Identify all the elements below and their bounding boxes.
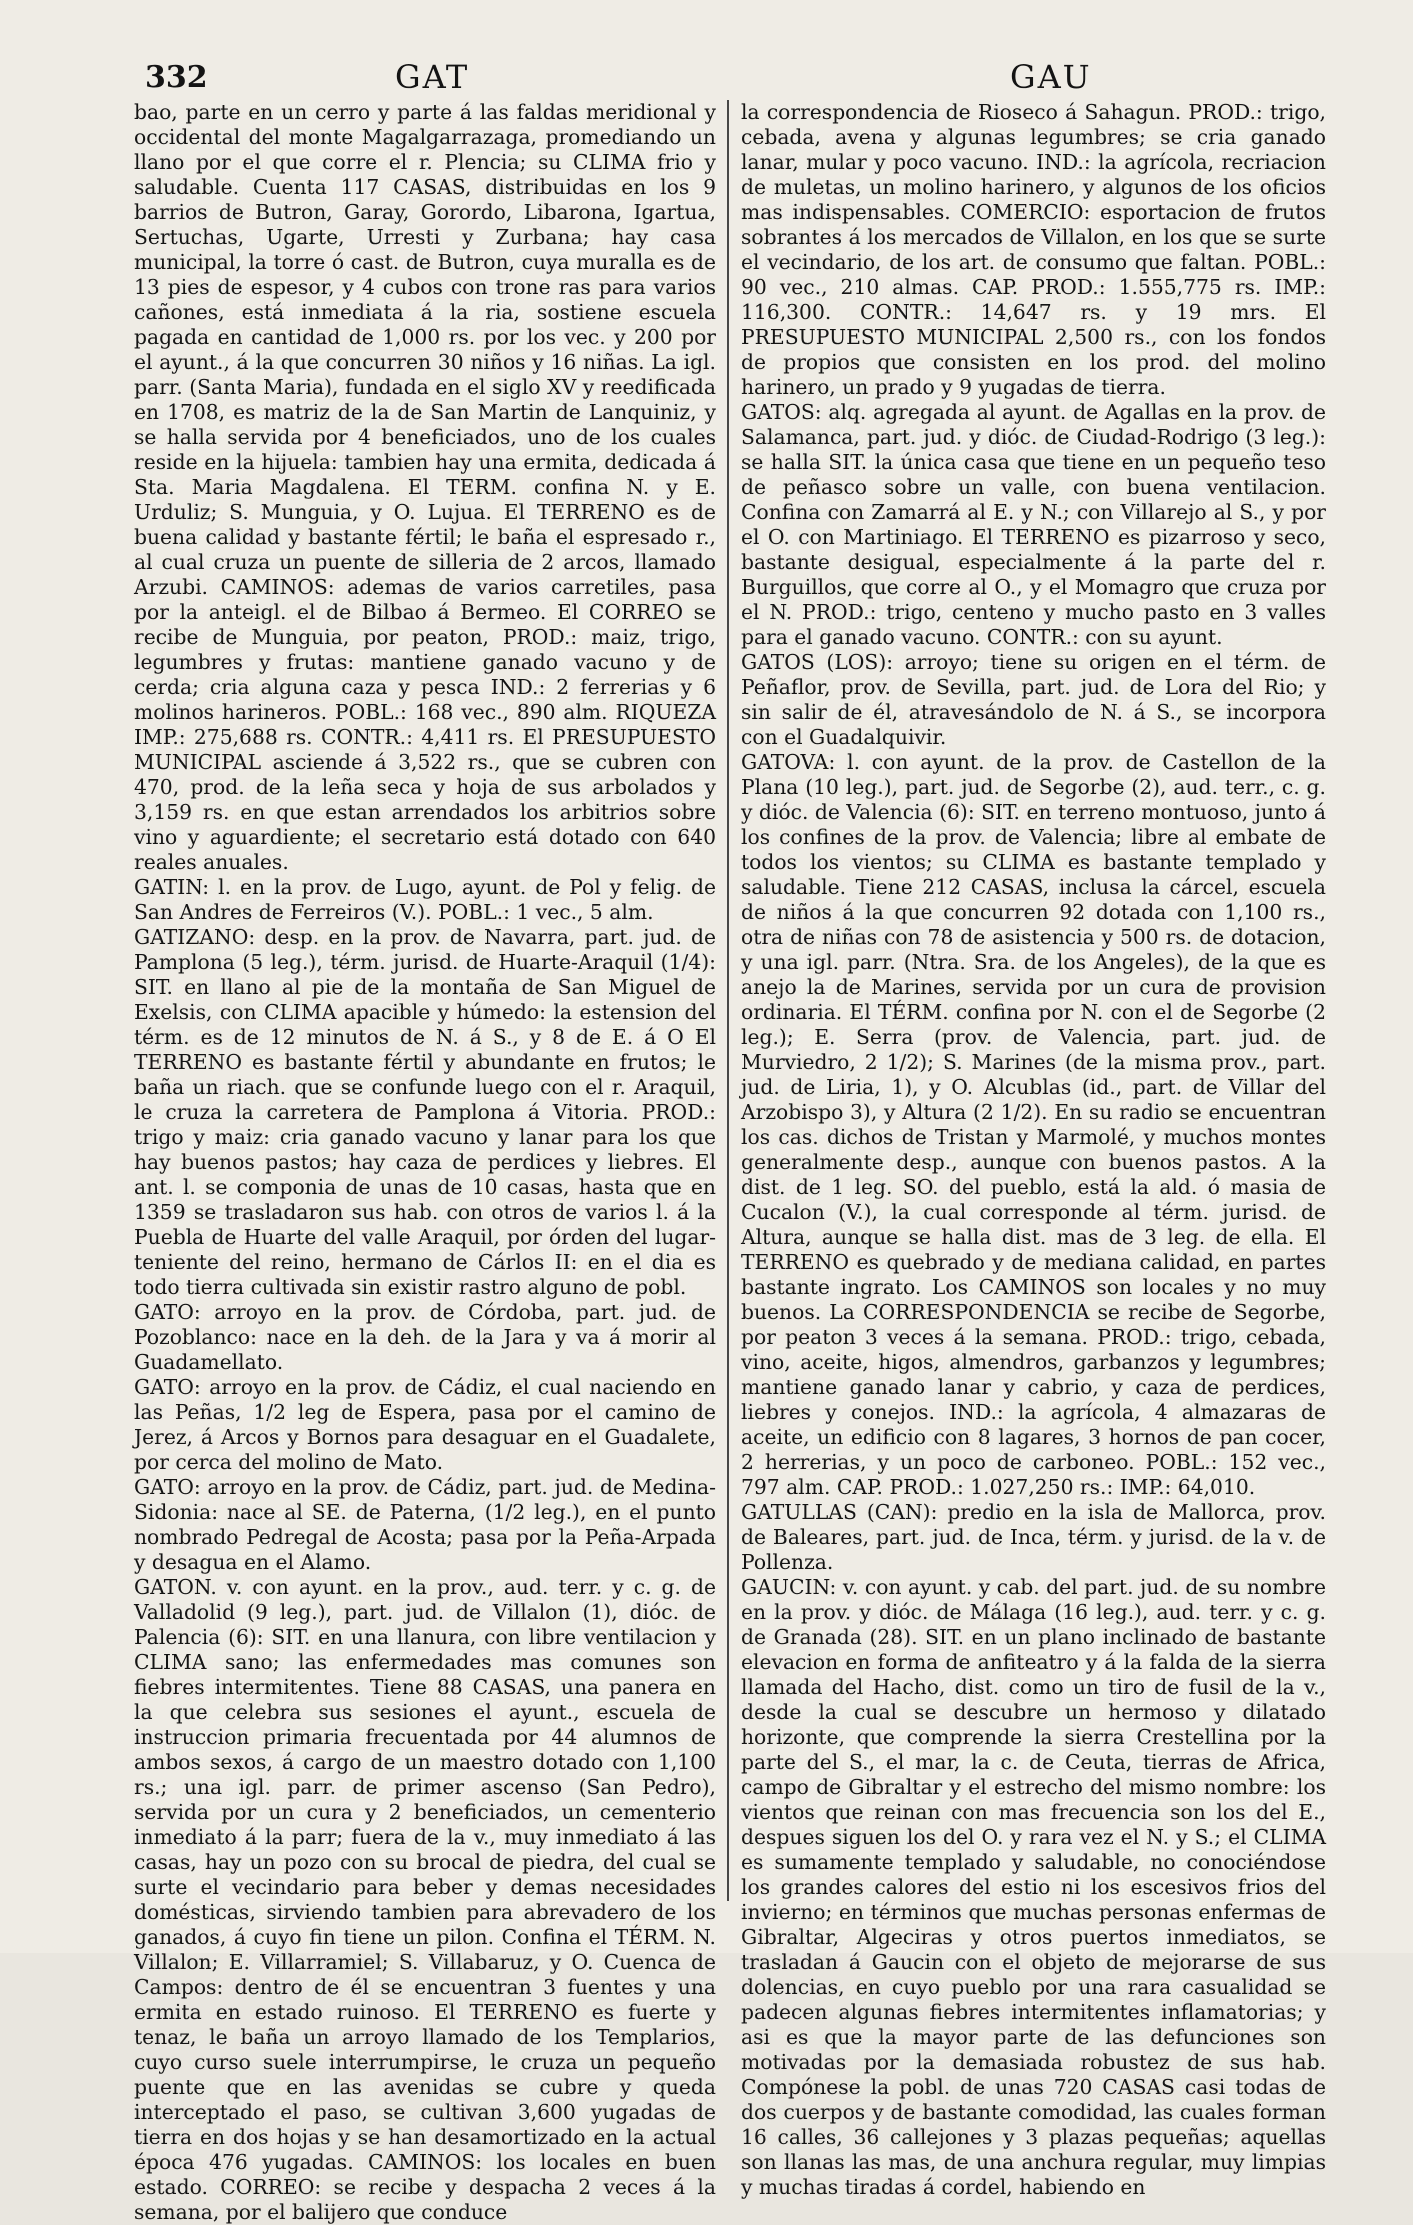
right-column	[741, 100, 1326, 2199]
entry-gato-cadiz-1: GATO: arroyo en la prov. de Cádiz, el cual naciendo en las Peñas, 1/2 leg de Espera, pasa por el camino de Jerez, á Arcos y Bornos para desaguar en el Guadalete, por cerca del molino de Mato.	[134, 1375, 716, 1474]
entry-gato-cordoba: GATO: arroyo en la prov. de Córdoba, part. jud. de Pozoblanco: nace en la deh. de la Jara y va á morir al Guadamellato.	[134, 1300, 716, 1374]
column-divider	[727, 100, 729, 1901]
entry-gaton-continuation: la correspondencia de Rioseco á Sahagun. PROD.: trigo, cebada, avena y algunas legumbres; se cria ganado lanar, mular y poco vacuno. IND.: la agrícola, recriacion de muletas, un molino harinero, y algunos de los oficios mas indispensables. COMERCIO: esportacion de frutos sobrantes á los mercados de Villalon, en los que se surte el vecindario, de los art. de consumo que faltan. POBL.: 90 vec., 210 almas. CAP. PROD.: 1.555,775 rs. IMP.: 116,300. CONTR.: 14,647 rs. y 19 mrs. El PRESUPUESTO MUNICIPAL 2,500 rs., con los fondos de propios que consisten en los prod. del molino harinero, un prado y 9 yugadas de tierra.	[741, 100, 1326, 399]
left-column	[134, 100, 716, 2224]
entry-gatullas: GATULLAS (CAN): predio en la isla de Mallorca, prov. de Baleares, part. jud. de Inca, térm. y jurisd. de la v. de Pollenza.	[741, 1500, 1326, 1574]
entry-gatin: GATIN: l. en la prov. de Lugo, ayunt. de Pol y felig. de San Andres de Ferreiros (V.). POBL.: 1 vec., 5 alm.	[134, 875, 716, 924]
running-head-right: GAU	[1010, 58, 1092, 96]
entry-gaucin: GAUCIN: v. con ayunt. y cab. del part. jud. de su nombre en la prov. y dióc. de Málaga (16 leg.), aud. terr. y c. g. de Granada (28). SIT. en un plano inclinado de bastante elevacion en forma de anfiteatro y á la falda de la sierra llamada del Hacho, dist. como un tiro de fusil de la v., desde la cual se descubre un hermoso y dilatado horizonte, que comprende la sierra Crestellina por la parte del S., el mar, la c. de Ceuta, tierras de Africa, campo de Gibraltar y el estrecho del mismo nombre: los vientos que reinan con mas frecuencia son los del E., despues siguen los del O. y rara vez el N. y S.; el CLIMA es sumamente templado y saludable, no conociéndose los grandes calores del estio ni los escesivos frios del invierno; en términos que muchas personas enfermas de Gibraltar, Algeciras y otros puertos inmediatos, se trasladan á Gaucin con el objeto de mejorarse de sus dolencias, en cuyo pueblo por una rara casualidad se padecen algunas fiebres intermitentes inflamatorias; y asi es que la mayor parte de las defunciones son motivadas por la demasiada robustez de sus hab. Compónese la pobl. de unas 720 CASAS casi todas de dos cuerpos y de bastante comodidad, las cuales forman 16 calles, 36 callejones y 3 plazas pequeñas; aquellas son llanas las mas, de una anchura regular, muy limpias y muchas tiradas á cordel, habiendo en	[741, 1575, 1326, 2199]
entry-gatizano: GATIZANO: desp. en la prov. de Navarra, part. jud. de Pamplona (5 leg.), térm. jurisd. de Huarte-Araquil (1/4): SIT. en llano al pie de la montaña de San Miguel de Exelsis, con CLIMA apacible y húmedo: la estension del térm. es de 12 minutos de N. á S., y 8 de E. á O El TERRENO es bastante fértil y abundante en frutos; le baña un riach. que se confunde luego con el r. Araquil, le cruza la carretera de Pamplona á Vitoria. PROD.: trigo y maiz: cria ganado vacuno y lanar para los que hay buenos pastos; hay caza de perdices y liebres. El ant. l. se componia de unas de 10 casas, hasta que en 1359 se trasladaron sus hab. con otros de varios l. á la Puebla de Huarte del valle Araquil, por órden del lugar-teniente del reino, hermano de Cárlos II: en el dia es todo tierra cultivada sin existir rastro alguno de pobl.	[134, 925, 716, 1299]
entry-gaton: GATON. v. con ayunt. en la prov., aud. terr. y c. g. de Valladolid (9 leg.), part. jud. de Villalon (1), dióc. de Palencia (6): SIT. en una llanura, con libre ventilacion y CLIMA sano; las enfermedades mas comunes son fiebres intermitentes. Tiene 88 CASAS, una panera en la que celebra sus sesiones el ayunt., escuela de instruccion primaria frecuentada por 44 alumnos de ambos sexos, á cargo de un maestro dotado con 1,100 rs.; una igl. parr. de primer ascenso (San Pedro), servida por un cura y 2 beneficiados, un cementerio inmediato á la parr; fuera de la v., muy inmediato á las casas, hay un pozo con su brocal de piedra, del cual se surte el vecindario para beber y demas necesidades domésticas, sirviendo tambien para abrevadero de los ganados, á cuyo fin tiene un pilon. Confina el TÉRM. N. Villalon; E. Villarramiel; S. Villabaruz, y O. Cuenca de Campos: dentro de él se encuentran 3 fuentes y una ermita en estado ruinoso. El TERRENO es fuerte y tenaz, le baña un arroyo llamado de los Templarios, cuyo curso suele interrumpirse, le cruza un pequeño puente que en las avenidas se cubre y queda interceptado el paso, se cultivan 3,600 yugadas de tierra en dos hojas y se han desamortizado en la actual época 476 yugadas. CAMINOS: los locales en buen estado. CORREO: se recibe y despacha 2 veces á la semana, por el balijero que conduce	[134, 1575, 716, 2224]
entry-gatos: GATOS: alq. agregada al ayunt. de Agallas en la prov. de Salamanca, part. jud. y dióc. de Ciudad-Rodrigo (3 leg.): se halla SIT. la única casa que tiene en un pequeño teso de peñasco sobre un valle, con buena ventilacion. Confina con Zamarrá al E. y N.; con Villarejo al S., y por el O. con Martiniago. El TERRENO es pizarroso y seco, bastante desigual, especialmente á la parte del r. Burguillos, que corre al O., y el Momagro que cruza por el N. PROD.: trigo, centeno y mucho pasto en 3 valles para el ganado vacuno. CONTR.: con su ayunt.	[741, 400, 1326, 649]
entry-gatos-los: GATOS (LOS): arroyo; tiene su origen en el térm. de Peñaflor, prov. de Sevilla, part. jud. de Lora del Rio; y sin salir de él, atravesándolo de N. á S., se incorpora con el Guadalquivir.	[741, 650, 1326, 749]
page-header	[130, 58, 1343, 106]
page-number: 332	[145, 60, 208, 95]
running-head-left: GAT	[395, 58, 470, 96]
entry-butron-continuation: bao, parte en un cerro y parte á las faldas meridional y occidental del monte Magalgarrazaga, promediando un llano por el que corre el r. Plencia; su CLIMA frio y saludable. Cuenta 117 CASAS, distribuidas en los 9 barrios de Butron, Garay, Gorordo, Libarona, Igartua, Sertuchas, Ugarte, Urresti y Zurbana; hay casa municipal, la torre ó cast. de Butron, cuya muralla es de 13 pies de espesor, y 4 cubos con trone ras para varios cañones, está inmediata á la ria, sostiene escuela pagada en cantidad de 1,000 rs. por los vec. y 200 por el ayunt., á la que concurren 30 niños y 16 niñas. La igl. parr. (Santa Maria), fundada en el siglo XV y reedificada en 1708, es matriz de la de San Martin de Lanquiniz, y se halla servida por 4 beneficiados, uno de los cuales reside en la hijuela: tambien hay una ermita, dedicada á Sta. Maria Magdalena. El TERM. confina N. y E. Urduliz; S. Munguia, y O. Lujua. El TERRENO es de buena calidad y bastante fértil; le baña el espresado r., al cual cruza un puente de silleria de 2 arcos, llamado Arzubi. CAMINOS: ademas de varios carretiles, pasa por la anteigl. el de Bilbao á Bermeo. El CORREO se recibe de Munguia, por peaton, PROD.: maiz, trigo, legumbres y frutas: mantiene ganado vacuno y de cerda; cria alguna caza y pesca IND.: 2 ferrerias y 6 molinos harineros. POBL.: 168 vec., 890 alm. RIQUEZA IMP.: 275,688 rs. CONTR.: 4,411 rs. El PRESUPUESTO MUNICIPAL asciende á 3,522 rs., que se cubren con 470, prod. de la leña seca y hoja de sus arbolados y 3,159 rs. en que estan arrendados los arbitrios sobre vino y aguardiente; el secretario está dotado con 640 reales anuales.	[134, 100, 716, 874]
entry-gatova: GATOVA: l. con ayunt. de la prov. de Castellon de la Plana (10 leg.), part. jud. de Segorbe (2), aud. terr., c. g. y dióc. de Valencia (6): SIT. en terreno montuoso, junto á los confines de la prov. de Valencia; libre al embate de todos los vientos; su CLIMA es bastante templado y saludable. Tiene 212 CASAS, inclusa la cárcel, escuela de niños á la que concurren 92 dotada con 1,100 rs., otra de niñas con 78 de asistencia y 500 rs. de dotacion, y una igl. parr. (Ntra. Sra. de los Angeles), de la que es anejo la de Marines, servida por un cura de provision ordinaria. El TÉRM. confina por N. con el de Segorbe (2 leg.); E. Serra (prov. de Valencia, part. jud. de Murviedro, 2 1/2); S. Marines (de la misma prov., part. jud. de Liria, 1), y O. Alcublas (id., part. de Villar del Arzobispo 3), y Altura (2 1/2). En su radio se encuentran los cas. dichos de Tristan y Marmolé, y muchos montes generalmente desp., aunque con buenos pastos. A la dist. de 1 leg. SO. del pueblo, está la ald. ó masia de Cucalon (V.), la cual corresponde al térm. jurisd. de Altura, aunque se halla dist. mas de 3 leg. de ella. El TERRENO es quebrado y de mediana calidad, en partes bastante ingrato. Los CAMINOS son locales y no muy buenos. La CORRESPONDENCIA se recibe de Segorbe, por peaton 3 veces á la semana. PROD.: trigo, cebada, vino, aceite, higos, almendros, garbanzos y legumbres; mantiene ganado lanar y cabrio, y caza de perdices, liebres y conejos. IND.: la agrícola, 4 almazaras de aceite, un edificio con 8 lagares, 3 hornos de pan cocer, 2 herrerias, y un poco de carboneo. POBL.: 152 vec., 797 alm. CAP. PROD.: 1.027,250 rs.: IMP.: 64,010.	[741, 750, 1326, 1499]
entry-gato-cadiz-2: GATO: arroyo en la prov. de Cádiz, part. jud. de Medina-Sidonia: nace al SE. de Paterna, (1/2 leg.), en el punto nombrado Pedregal de Acosta; pasa por la Peña-Arpada y desagua en el Alamo.	[134, 1475, 716, 1574]
